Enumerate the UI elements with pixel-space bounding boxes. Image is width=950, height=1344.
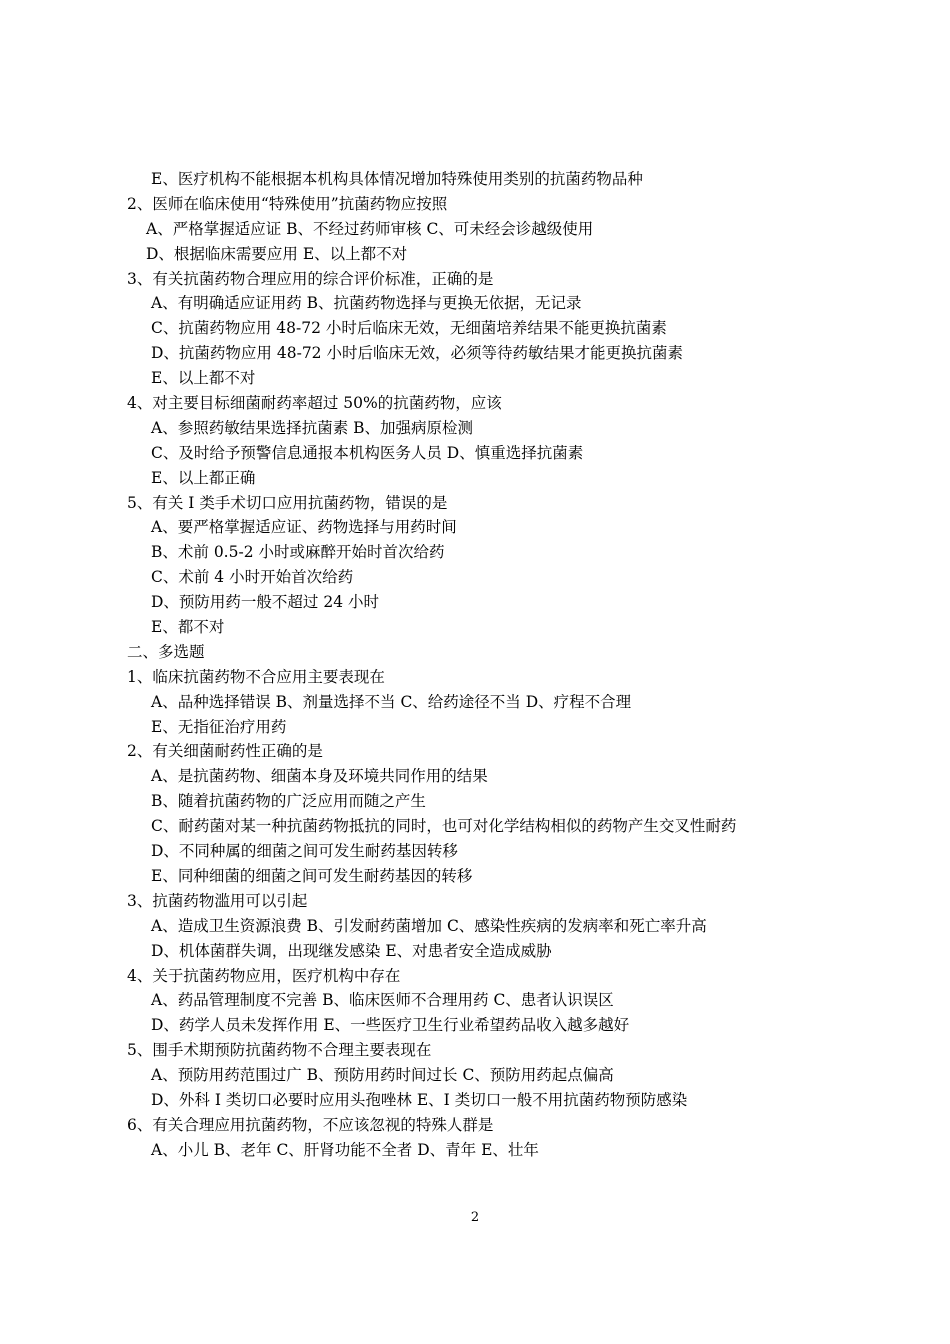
option-line: A、是抗菌药物、细菌本身及环境共同作用的结果 — [151, 767, 488, 786]
option-line: A、有明确适应证用药 B、抗菌药物选择与更换无依据，无记录 — [151, 294, 582, 313]
option-line: C、抗菌药物应用 48-72 小时后临床无效，无细菌培养结果不能更换抗菌素 — [151, 319, 667, 338]
option-line: B、随着抗菌药物的广泛应用而随之产生 — [151, 792, 426, 811]
option-line: C、耐药菌对某一种抗菌药物抵抗的同时，也可对化学结构相似的药物产生交叉性耐药 — [151, 817, 737, 836]
option-line: D、外科 I 类切口必要时应用头孢唑林 E、I 类切口一般不用抗菌药物预防感染 — [151, 1090, 688, 1109]
option-line: E、以上都正确 — [151, 468, 256, 487]
question-line: 4、关于抗菌药物应用，医疗机构中存在 — [127, 966, 401, 985]
option-line: E、都不对 — [151, 618, 225, 637]
option-line: B、术前 0.5-2 小时或麻醉开始时首次给药 — [151, 543, 445, 562]
option-line: D、不同种属的细菌之间可发生耐药基因转移 — [151, 842, 458, 861]
question-line: 1、临床抗菌药物不合应用主要表现在 — [127, 667, 385, 686]
option-line: A、严格掌握适应证 B、不经过药师审核 C、可未经会诊越级使用 — [146, 219, 594, 238]
question-line: 3、抗菌药物滥用可以引起 — [127, 891, 308, 910]
question-line: 2、医师在临床使用“特殊使用”抗菌药物应按照 — [127, 194, 448, 213]
question-line: 2、有关细菌耐药性正确的是 — [127, 742, 323, 761]
option-line: E、同种细菌的细菌之间可发生耐药基因的转移 — [151, 866, 473, 885]
option-line: D、药学人员未发挥作用 E、一些医疗卫生行业希望药品收入越多越好 — [151, 1016, 630, 1035]
question-line: 3、有关抗菌药物合理应用的综合评价标准，正确的是 — [127, 269, 494, 288]
option-line: D、根据临床需要应用 E、以上都不对 — [146, 244, 408, 263]
page-number: 2 — [470, 1210, 480, 1225]
option-line: C、及时给予预警信息通报本机构医务人员 D、慎重选择抗菌素 — [151, 443, 584, 462]
option-line: D、抗菌药物应用 48-72 小时后临床无效，必须等待药敏结果才能更换抗菌素 — [151, 344, 683, 363]
option-line: A、小儿 B、老年 C、肝肾功能不全者 D、青年 E、壮年 — [151, 1140, 539, 1159]
option-line: A、品种选择错误 B、剂量选择不当 C、给药途径不当 D、疗程不合理 — [151, 692, 632, 711]
option-line: A、预防用药范围过广 B、预防用药时间过长 C、预防用药起点偏高 — [151, 1066, 614, 1085]
option-line: A、参照药敏结果选择抗菌素 B、加强病原检测 — [151, 418, 474, 437]
option-line: D、机体菌群失调，出现继发感染 E、对患者安全造成威胁 — [151, 941, 552, 960]
option-line: A、要严格掌握适应证、药物选择与用药时间 — [151, 518, 457, 537]
option-line: E、医疗机构不能根据本机构具体情况增加特殊使用类别的抗菌药物品种 — [151, 170, 643, 188]
section-heading: 二、多选题 — [127, 642, 205, 661]
question-line: 6、有关合理应用抗菌药物，不应该忽视的特殊人群是 — [127, 1115, 494, 1134]
question-line: 4、对主要目标细菌耐药率超过 50%的抗菌药物，应该 — [127, 394, 502, 413]
option-line: A、药品管理制度不完善 B、临床医师不合理用药 C、患者认识误区 — [151, 991, 614, 1010]
option-line: E、无指征治疗用药 — [151, 717, 287, 736]
option-line: C、术前 4 小时开始首次给药 — [151, 568, 354, 587]
question-line: 5、有关 I 类手术切口应用抗菌药物，错误的是 — [127, 493, 448, 512]
option-line: E、以上都不对 — [151, 369, 256, 388]
option-line: A、造成卫生资源浪费 B、引发耐药菌增加 C、感染性疾病的发病率和死亡率升高 — [151, 916, 707, 935]
option-line: D、预防用药一般不超过 24 小时 — [151, 593, 380, 612]
document-body — [0, 167, 950, 1163]
question-line: 5、围手术期预防抗菌药物不合理主要表现在 — [127, 1041, 432, 1060]
